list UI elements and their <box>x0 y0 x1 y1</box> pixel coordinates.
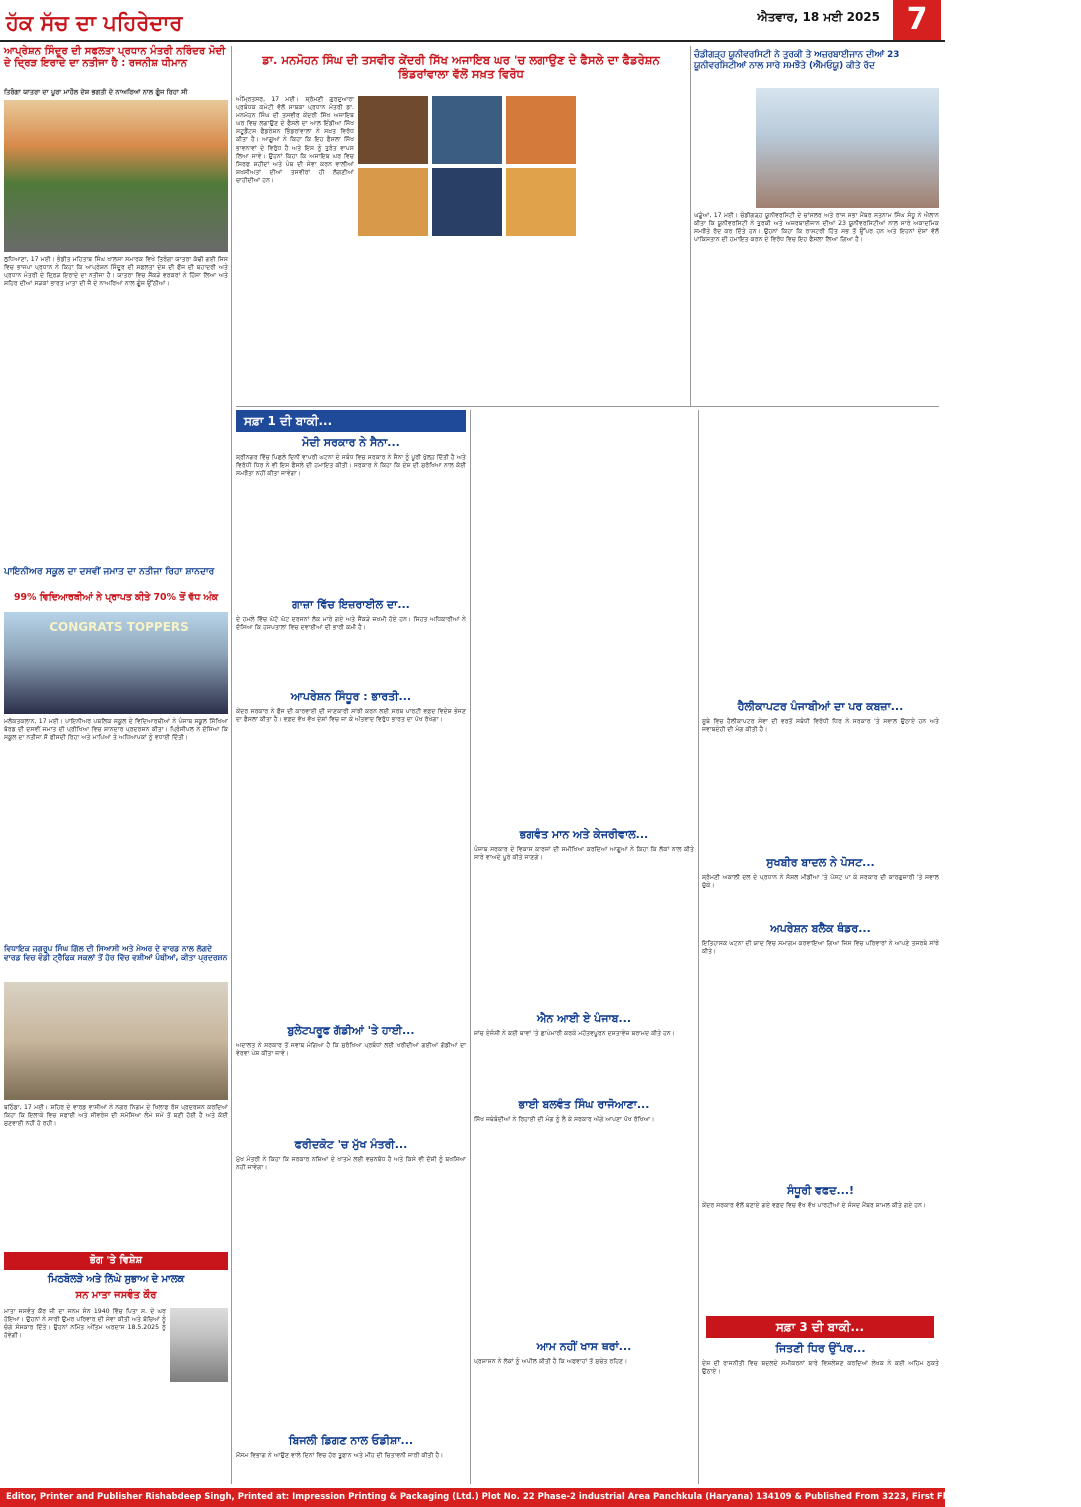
top-body-col3 <box>580 96 686 396</box>
r2-title: ਸੁਖਬੀਰ ਬਾਦਲ ਨੇ ਪੋਸਟ... <box>766 856 875 869</box>
s5-title: ਫਰੀਦਕੋਟ 'ਚ ਮੁੱਖ ਮੰਤਰੀ... <box>294 1138 408 1151</box>
s9-body: ਸਿੱਖ ਜਥੇਬੰਦੀਆਂ ਨੇ ਰਿਹਾਈ ਦੀ ਮੰਗ ਨੂੰ ਲੈ ਕੇ ਸਰਕਾਰ ਅੱਗੇ ਆਪਣਾ ਪੱਖ ਰੱਖਿਆ। <box>474 1116 655 1123</box>
s5-body: ਮੁੱਖ ਮੰਤਰੀ ਨੇ ਕਿਹਾ ਕਿ ਸਰਕਾਰ ਨਸ਼ਿਆਂ ਦੇ ਖਾਤਮੇ ਲਈ ਵਚਨਬੱਧ ਹੈ ਅਤੇ ਕਿਸੇ ਵੀ ਦੋਸ਼ੀ ਨੂੰ ਬਖਸ਼ਿਆ ਨਹੀਂ ਜਾਵੇਗਾ। <box>236 1156 466 1172</box>
r5-body: ਦੇਸ਼ ਦੀ ਰਾਜਨੀਤੀ ਵਿਚ ਬਦਲਦੇ ਸਮੀਕਰਨਾਂ ਬਾਰੇ ਵਿਸ਼ਲੇਸ਼ਣ ਕਰਦਿਆਂ ਲੇਖਕ ਨੇ ਕਈ ਅਹਿਮ ਨੁਕਤੇ ਉਠਾਏ। <box>702 1360 939 1376</box>
s3-body: ਕੇਂਦਰ ਸਰਕਾਰ ਨੇ ਫੌਜ ਦੀ ਕਾਰਵਾਈ ਦੀ ਜਾਣਕਾਰੀ ਸਾਂਝੀ ਕਰਨ ਲਈ ਸਰਬ ਪਾਰਟੀ ਵਫ਼ਦ ਵਿਦੇਸ਼ ਭੇਜਣ ਦਾ ਫੈਸਲਾ ਕੀਤਾ ਹੈ। ਵਫ਼ਦ ਵੱਖ ਵੱਖ ਦੇਸ਼ਾਂ ਵਿਚ ਜਾ ਕੇ ਅੱਤਵਾਦ ਵਿਰੁੱਧ ਭਾਰਤ ਦਾ ਪੱਖ ਰੱਖੇਗਾ। <box>236 708 466 724</box>
r2-body: ਸ਼੍ਰੋਮਣੀ ਅਕਾਲੀ ਦਲ ਦੇ ਪ੍ਰਧਾਨ ਨੇ ਸੋਸ਼ਲ ਮੀਡੀਆ 'ਤੇ ਪੋਸਟ ਪਾ ਕੇ ਸਰਕਾਰ ਦੀ ਕਾਰਗੁਜ਼ਾਰੀ 'ਤੇ ਸਵਾਲ ਚੁੱਕੇ। <box>702 874 939 890</box>
newspaper-logo <box>4 2 214 40</box>
s10-body: ਪ੍ਰਸ਼ਾਸਨ ਨੇ ਲੋਕਾਂ ਨੂੰ ਅਪੀਲ ਕੀਤੀ ਹੈ ਕਿ ਅਫਵਾਹਾਂ ਤੋਂ ਸੁਚੇਤ ਰਹਿਣ। <box>474 1358 628 1365</box>
mla-body: ਬਠਿੰਡਾ, 17 ਮਈ। ਸ਼ਹਿਰ ਦੇ ਵਾਰਡ ਵਾਸੀਆਂ ਨੇ ਨਗਰ ਨਿਗਮ ਦੇ ਖਿਲਾਫ ਰੋਸ ਪ੍ਰਦਰਸ਼ਨ ਕਰਦਿਆਂ ਕਿਹਾ ਕਿ ਇਲਾਕੇ ਵਿਚ ਸਫਾਈ ਅਤੇ ਸੀਵਰੇਜ ਦੀ ਸਮੱਸਿਆ ਲੰਮੇ ਸਮੇਂ ਤੋਂ ਬਣੀ ਹੋਈ ਹੈ ਅਤੇ ਕੋਈ ਸੁਣਵਾਈ ਨਹੀਂ ਹੋ ਰਹੀ। <box>4 1104 228 1128</box>
page-number: 7 <box>893 0 941 40</box>
continuation-banner: ਸਫ਼ਾ 1 ਦੀ ਬਾਕੀ... <box>236 410 466 432</box>
s4-title: ਬੁਲੇਟਪਰੂਫ ਗੱਡੀਆਂ 'ਤੇ ਹਾਈ... <box>287 1024 415 1037</box>
right-headline: ਚੰਡੀਗੜ੍ਹ ਯੂਨੀਵਰਸਿਟੀ ਨੇ ਤੁਰਕੀ ਤੇ ਅਜ਼ਰਬਾਈਜਾਨ ਦੀਆਂ 23 ਯੂਨੀਵਰਸਿਟੀਆਂ ਨਾਲ ਸਾਰੇ ਸਮਝੌਤੇ (ਐੱਮਓਯੂ) ਕੀਤੇ ਰੱਦ <box>694 50 900 71</box>
top-headline: ਡਾ. ਮਨਮੋਹਨ ਸਿੰਘ ਦੀ ਤਸਵੀਰ ਕੇਂਦਰੀ ਸਿੱਖ ਅਜਾਇਬ ਘਰ 'ਚ ਲਗਾਉਣ ਦੇ ਫੈਸਲੇ ਦਾ ਫੈਡਰੇਸ਼ਨ ਭਿੰਡਰਾਂਵਾਲਾ ਵੱਲੋਂ ਸਖ਼ਤ ਵਿਰੋਧ <box>262 53 660 81</box>
bhog-label: ਭੋਗ 'ਤੇ ਵਿਸ਼ੇਸ਼ <box>4 1252 228 1270</box>
right-body: ਘੜੂੰਆਂ, 17 ਮਈ। ਚੰਡੀਗੜ੍ਹ ਯੂਨੀਵਰਸਿਟੀ ਦੇ ਚਾਂਸਲਰ ਅਤੇ ਰਾਜ ਸਭਾ ਮੈਂਬਰ ਸਤਨਾਮ ਸਿੰਘ ਸੰਧੂ ਨੇ ਐਲਾਨ ਕੀਤਾ ਕਿ ਯੂਨੀਵਰਸਿਟੀ ਨੇ ਤੁਰਕੀ ਅਤੇ ਅਜ਼ਰਬਾਈਜਾਨ ਦੀਆਂ 23 ਯੂਨੀਵਰਸਿਟੀਆਂ ਨਾਲ ਸਾਰੇ ਅਕਾਦਮਿਕ ਸਮਝੌਤੇ ਰੱਦ ਕਰ ਦਿੱਤੇ ਹਨ। ਉਹਨਾਂ ਕਿਹਾ ਕਿ ਰਾਸ਼ਟਰੀ ਹਿੱਤ ਸਭ ਤੋਂ ਉੱਪਰ ਹਨ ਅਤੇ ਇਹਨਾਂ ਦੇਸ਼ਾਂ ਵੱਲੋਂ ਪਾਕਿਸਤਾਨ ਦੀ ਹਮਾਇਤ ਕਰਨ ਦੇ ਵਿਰੋਧ ਵਿਚ ਇਹ ਫੈਸਲਾ ਲਿਆ ਗਿਆ ਹੈ। <box>694 212 939 244</box>
logo-wordmark <box>4 2 214 40</box>
school-subheadline: 99% ਵਿਦਿਆਰਥੀਆਂ ਨੇ ਪ੍ਰਾਪਤ ਕੀਤੇ 70% ਤੋਂ ਵੱਧ ਅੰਕ <box>13 592 218 603</box>
s1-body: ਸ਼੍ਰੀਨਗਰ ਵਿੱਚ ਪਿਛਲੇ ਦਿਨੀਂ ਵਾਪਰੀ ਘਟਨਾ ਦੇ ਸਬੰਧ ਵਿਚ ਸਰਕਾਰ ਨੇ ਸੈਨਾ ਨੂੰ ਪੂਰੀ ਖੁੱਲ੍ਹ ਦਿੱਤੀ ਹੈ ਅਤੇ ਵਿਰੋਧੀ ਧਿਰ ਨੇ ਵੀ ਇਸ ਫੈਸਲੇ ਦੀ ਹਮਾਇਤ ਕੀਤੀ। ਸਰਕਾਰ ਨੇ ਕਿਹਾ ਕਿ ਦੇਸ਼ ਦੀ ਸੁਰੱਖਿਆ ਨਾਲ ਕੋਈ ਸਮਝੌਤਾ ਨਹੀਂ ਕੀਤਾ ਜਾਵੇਗਾ। <box>236 454 466 478</box>
mid-continuation-body <box>474 410 694 820</box>
rcol-top-body <box>702 410 939 694</box>
rally-photo <box>4 100 228 252</box>
s2-body: ਦੇ ਹਮਲੇ ਵਿੱਚ ਘੱਟੋ ਘੱਟ ਦਰਜਨਾਂ ਲੋਕ ਮਾਰੇ ਗਏ ਅਤੇ ਸੈਂਕੜੇ ਜ਼ਖਮੀ ਹੋਏ ਹਨ। ਸਿਹਤ ਅਧਿਕਾਰੀਆਂ ਨੇ ਦੱਸਿਆ ਕਿ ਹਸਪਤਾਲਾਂ ਵਿਚ ਦਵਾਈਆਂ ਦੀ ਭਾਰੀ ਕਮੀ ਹੈ। <box>236 616 466 632</box>
s7-title: ਭਗਵੰਤ ਮਾਨ ਅਤੇ ਕੇਜਰੀਵਾਲ... <box>519 828 649 841</box>
r1-body: ਸੂਬੇ ਵਿਚ ਹੈਲੀਕਾਪਟਰ ਸੇਵਾ ਦੀ ਵਰਤੋਂ ਸਬੰਧੀ ਵਿਰੋਧੀ ਧਿਰ ਨੇ ਸਰਕਾਰ 'ਤੇ ਸਵਾਲ ਉਠਾਏ ਹਨ ਅਤੇ ਜਵਾਬਦੇਹੀ ਦੀ ਮੰਗ ਕੀਤੀ ਹੈ। <box>702 718 939 734</box>
r4-body: ਕੇਂਦਰ ਸਰਕਾਰ ਵੱਲੋਂ ਬਣਾਏ ਗਏ ਵਫ਼ਦ ਵਿਚ ਵੱਖ ਵੱਖ ਪਾਰਟੀਆਂ ਦੇ ਸੰਸਦ ਮੈਂਬਰ ਸ਼ਾਮਲ ਕੀਤੇ ਗਏ ਹਨ। <box>702 1202 927 1209</box>
lead-headline: ਆਪ੍ਰੇਸ਼ਨ ਸਿੰਦੂਰ ਦੀ ਸਫਲਤਾ ਪ੍ਰਧਾਨ ਮੰਤਰੀ ਨਰਿੰਦਰ ਮੋਦੀ ਦੇ ਦ੍ਰਿੜ ਇਰਾਦੇ ਦਾ ਨਤੀਜਾ ਹੈ : ਰਜਨੀਸ਼ ਧੀਮਾਨ <box>4 46 226 70</box>
column-divider-far <box>698 410 699 1484</box>
top-body-continued <box>358 240 576 396</box>
masthead <box>0 0 945 42</box>
right-body-side <box>694 88 752 208</box>
portrait-grid <box>358 96 576 236</box>
r3-body: ਇਤਿਹਾਸਕ ਘਟਨਾ ਦੀ ਯਾਦ ਵਿਚ ਸਮਾਗਮ ਕਰਵਾਇਆ ਗਿਆ ਜਿਸ ਵਿਚ ਪਰਿਵਾਰਾਂ ਨੇ ਆਪਣੇ ਤਜਰਬੇ ਸਾਂਝੇ ਕੀਤੇ। <box>702 940 939 956</box>
students-photo <box>4 612 228 714</box>
campus-photo <box>756 88 939 208</box>
s4-body: ਅਦਾਲਤ ਨੇ ਸਰਕਾਰ ਤੋਂ ਜਵਾਬ ਮੰਗਿਆ ਹੈ ਕਿ ਸੁਰੱਖਿਆ ਪ੍ਰਬੰਧਾਂ ਲਈ ਖਰੀਦੀਆਂ ਗਈਆਂ ਗੱਡੀਆਂ ਦਾ ਵੇਰਵਾ ਪੇਸ਼ ਕੀਤਾ ਜਾਵੇ। <box>236 1042 466 1058</box>
mla-headline: ਵਿਧਾਇਕ ਜਗਰੂਪ ਸਿੰਘ ਗਿੱਲ ਦੀ ਸਿਆਸੀ ਅਤੇ ਮੇਅਰ ਦੇ ਵਾਰਡ ਨਾਲ ਲੱਗਦੇ ਵਾਰਡ ਵਿਚ ਵੰਡੀ ਟ੍ਰੈਫਿਕ ਸਕਲਾਂ ਤੋਂ ਹੋਰ ਵਿੱਚ ਵਸ਼ੀਆਂ ਪੰਥੀਆਂ, ਕੀਤਾ ਪ੍ਰਦਰਸ਼ਨ <box>4 944 228 963</box>
horizontal-rule <box>236 406 939 407</box>
r1-title: ਹੈਲੀਕਾਪਟਰ ਪੰਜਾਬੀਆਂ ਦਾ ਪਰ ਕਬਜ਼ਾ... <box>737 700 904 713</box>
s10-title: ਆਮ ਨਹੀਂ ਖਾਸ ਥਰਾਂ... <box>536 1340 632 1353</box>
bhog-body: ਮਾਤਾ ਜਸਵੰਤ ਕੌਰ ਜੀ ਦਾ ਜਨਮ ਸੰਨ 1940 ਵਿੱਚ ਪਿਤਾ ਸ. ਦੇ ਘਰ ਹੋਇਆ। ਉਹਨਾਂ ਨੇ ਸਾਰੀ ਉਮਰ ਪਰਿਵਾਰ ਦੀ ਸੇਵਾ ਕੀਤੀ ਅਤੇ ਬੱਚਿਆਂ ਨੂੰ ਚੰਗੇ ਸੰਸਕਾਰ ਦਿੱਤੇ। ਉਹਨਾਂ ਨਮਿੱਤ ਅੰਤਿਮ ਅਰਦਾਸ 18.5.2025 ਨੂੰ ਹੋਵੇਗੀ। <box>4 1308 166 1340</box>
s2-title: ਗਾਜ਼ਾ ਵਿੱਚ ਇਜ਼ਰਾਈਲ ਦਾ... <box>292 598 410 611</box>
s3-title: ਆਪਰੇਸ਼ਨ ਸਿੰਧੂਰ : ਭਾਰਤੀ... <box>290 690 412 703</box>
bhog-name: ਸਨ ਮਾਤਾ ਜਸਵੰਤ ਕੌਰ <box>75 1290 157 1301</box>
s6-body: ਮੌਸਮ ਵਿਭਾਗ ਨੇ ਆਉਣ ਵਾਲੇ ਦਿਨਾਂ ਵਿਚ ਹੋਰ ਤੂਫਾਨ ਅਤੇ ਮੀਂਹ ਦੀ ਚਿਤਾਵਨੀ ਜਾਰੀ ਕੀਤੀ ਹੈ। <box>236 1452 444 1459</box>
lead-body: ਲੁਧਿਆਣਾ, 17 ਮਈ। ਭੰਡੀਤ ਮਹਿਤਾਬ ਸਿੰਘ ਖਾਲਸਾ ਸਮਾਰਕ ਵਿਖੇ ਤਿਰੰਗਾ ਯਾਤਰਾ ਕੱਢੀ ਗਈ ਜਿਸ ਵਿਚ ਭਾਜਪਾ ਪ੍ਰਧਾਨ ਨੇ ਕਿਹਾ ਕਿ ਆਪ੍ਰੇਸ਼ਨ ਸਿੰਦੂਰ ਦੀ ਸਫਲਤਾ ਦੇਸ਼ ਦੀ ਫੌਜ ਦੀ ਬਹਾਦਰੀ ਅਤੇ ਪ੍ਰਧਾਨ ਮੰਤਰੀ ਦੇ ਦ੍ਰਿੜ ਇਰਾਦੇ ਦਾ ਨਤੀਜਾ ਹੈ। ਯਾਤਰਾ ਵਿਚ ਸੈਂਕੜੇ ਵਰਕਰਾਂ ਨੇ ਹਿੱਸਾ ਲਿਆ ਅਤੇ ਸ਼ਹਿਰ ਦੀਆਂ ਸੜਕਾਂ ਭਾਰਤ ਮਾਤਾ ਦੀ ਜੈ ਦੇ ਨਾਅਰਿਆਂ ਨਾਲ ਗੂੰਜ ਉੱਠੀਆਂ। <box>4 256 228 288</box>
photo-banner-text: CONGRATS TOPPERS <box>49 620 189 634</box>
school-body: ਮਲੋਕਤਕਲਾਨ, 17 ਮਈ। ਪਾਇਨੀਅਰ ਪਬਲਿਕ ਸਕੂਲ ਦੇ ਵਿਦਿਆਰਥੀਆਂ ਨੇ ਪੰਜਾਬ ਸਕੂਲ ਸਿੱਖਿਆ ਬੋਰਡ ਦੀ ਦਸਵੀਂ ਜਮਾਤ ਦੀ ਪ੍ਰੀਖਿਆ ਵਿਚ ਸ਼ਾਨਦਾਰ ਪ੍ਰਦਰਸ਼ਨ ਕੀਤਾ। ਪ੍ਰਿੰਸੀਪਲ ਨੇ ਦੱਸਿਆ ਕਿ ਸਕੂਲ ਦਾ ਨਤੀਜਾ ਸੌ ਫੀਸਦੀ ਰਿਹਾ ਅਤੇ ਮਾਪਿਆਂ ਤੇ ਅਧਿਆਪਕਾਂ ਨੂੰ ਵਧਾਈ ਦਿੱਤੀ। <box>4 718 228 742</box>
school-headline: ਪਾਇਨੀਅਰ ਸਕੂਲ ਦਾ ਦਸਵੀਂ ਜਮਾਤ ਦਾ ਨਤੀਜਾ ਰਿਹਾ ਸ਼ਾਨਦਾਰ <box>4 566 215 577</box>
r4-title: ਸੰਧੂਰੀ ਵਫਦ...! <box>786 1184 855 1197</box>
column-divider <box>231 46 232 1484</box>
column-divider-right <box>690 46 691 406</box>
s1-title: ਮੋਦੀ ਸਰਕਾਰ ਨੇ ਸੈਨਾ... <box>302 436 400 449</box>
lead-subheadline: ਤਿਰੰਗਾ ਯਾਤਰਾ ਦਾ ਪੂਰਾ ਮਾਹੌਲ ਦੇਸ਼ ਭਗਤੀ ਦੇ ਨਾਅਰਿਆਂ ਨਾਲ ਗੂੰਜ ਰਿਹਾ ਸੀ <box>4 88 188 96</box>
portrait-photo <box>170 1308 228 1382</box>
r3-title: ਅਪਰੇਸ਼ਨ ਬਲੈਕ ਥੰਡਰ... <box>770 922 871 935</box>
bhog-headline: ਮਿਠਬੋਲੜੇ ਅਤੇ ਨਿੱਘੇ ਸੁਭਾਅ ਦੇ ਮਾਲਕ <box>47 1274 185 1285</box>
protest-photo <box>4 982 228 1100</box>
s8-body: ਜਾਂਚ ਏਜੰਸੀ ਨੇ ਕਈ ਥਾਵਾਂ 'ਤੇ ਛਾਪੇਮਾਰੀ ਕਰਕੇ ਮਹੱਤਵਪੂਰਨ ਦਸਤਾਵੇਜ਼ ਬਰਾਮਦ ਕੀਤੇ ਹਨ। <box>474 1030 675 1037</box>
s8-title: ਐਨ ਆਈ ਏ ਪੰਜਾਬ... <box>536 1012 632 1025</box>
top-body: ਅੰਮ੍ਰਿਤਸਰ, 17 ਮਈ। ਸ਼੍ਰੋਮਣੀ ਗੁਰਦੁਆਰਾ ਪ੍ਰਬੰਧਕ ਕਮੇਟੀ ਵੱਲੋਂ ਸਾਬਕਾ ਪ੍ਰਧਾਨ ਮੰਤਰੀ ਡਾ. ਮਨਮੋਹਨ ਸਿੰਘ ਦੀ ਤਸਵੀਰ ਕੇਂਦਰੀ ਸਿੱਖ ਅਜਾਇਬ ਘਰ ਵਿਚ ਲਗਾਉਣ ਦੇ ਫੈਸਲੇ ਦਾ ਆਲ ਇੰਡੀਆ ਸਿੱਖ ਸਟੂਡੈਂਟਸ ਫੈਡਰੇਸ਼ਨ ਭਿੰਡਰਾਂਵਾਲਾ ਨੇ ਸਖ਼ਤ ਵਿਰੋਧ ਕੀਤਾ ਹੈ। ਆਗੂਆਂ ਨੇ ਕਿਹਾ ਕਿ ਇਹ ਫੈਸਲਾ ਸਿੱਖ ਭਾਵਨਾਵਾਂ ਦੇ ਵਿਰੁੱਧ ਹੈ ਅਤੇ ਇਸ ਨੂੰ ਤੁਰੰਤ ਵਾਪਸ ਲਿਆ ਜਾਵੇ। ਉਹਨਾਂ ਕਿਹਾ ਕਿ ਅਜਾਇਬ ਘਰ ਵਿਚ ਸਿਰਫ ਸ਼ਹੀਦਾਂ ਅਤੇ ਪੰਥ ਦੀ ਸੇਵਾ ਕਰਨ ਵਾਲੀਆਂ ਸ਼ਖਸੀਅਤਾਂ ਦੀਆਂ ਤਸਵੀਰਾਂ ਹੀ ਲੱਗਣੀਆਂ ਚਾਹੀਦੀਆਂ ਹਨ। <box>236 96 354 184</box>
s9-title: ਭਾਈ ਬਲਵੰਤ ਸਿੰਘ ਰਾਜੋਆਣਾ... <box>518 1098 650 1111</box>
logo-title: ਹੱਕ ਸੱਚ ਦਾ ਪਹਿਰੇਦਾਰ <box>6 11 183 35</box>
r5-title: ਜਿਤਣੀ ਧਿਰ ਉੱਪਰ... <box>775 1342 866 1355</box>
s7-body: ਪੰਜਾਬ ਸਰਕਾਰ ਦੇ ਵਿਕਾਸ ਕਾਰਜਾਂ ਦੀ ਸਮੀਖਿਆ ਕਰਦਿਆਂ ਆਗੂਆਂ ਨੇ ਕਿਹਾ ਕਿ ਲੋਕਾਂ ਨਾਲ ਕੀਤੇ ਸਾਰੇ ਵਾਅਦੇ ਪੂਰੇ ਕੀਤੇ ਜਾਣਗੇ। <box>474 846 694 862</box>
issue-date: ਐਤਵਾਰ, 18 ਮਈ 2025 <box>757 10 880 24</box>
continuation-banner-3: ਸਫ਼ਾ 3 ਦੀ ਬਾਕੀ... <box>706 1316 934 1338</box>
footer-imprint: Editor, Printer and Publisher Rishabdeep Singh, Printed at: Impression Printing & Packaging (Ltd.) Plot No. 22 Phase-2 industrial Area Panchkula (Haryana) 134109 & Published From 3223, First Floor, Sector-35D, Chandigarh <box>0 1488 945 1507</box>
s6-title: ਬਿਜਲੀ ਡਿਗਣ ਨਾਲ ਓਡੀਸ਼ਾ... <box>288 1434 414 1447</box>
column-divider-mid <box>470 410 471 1484</box>
